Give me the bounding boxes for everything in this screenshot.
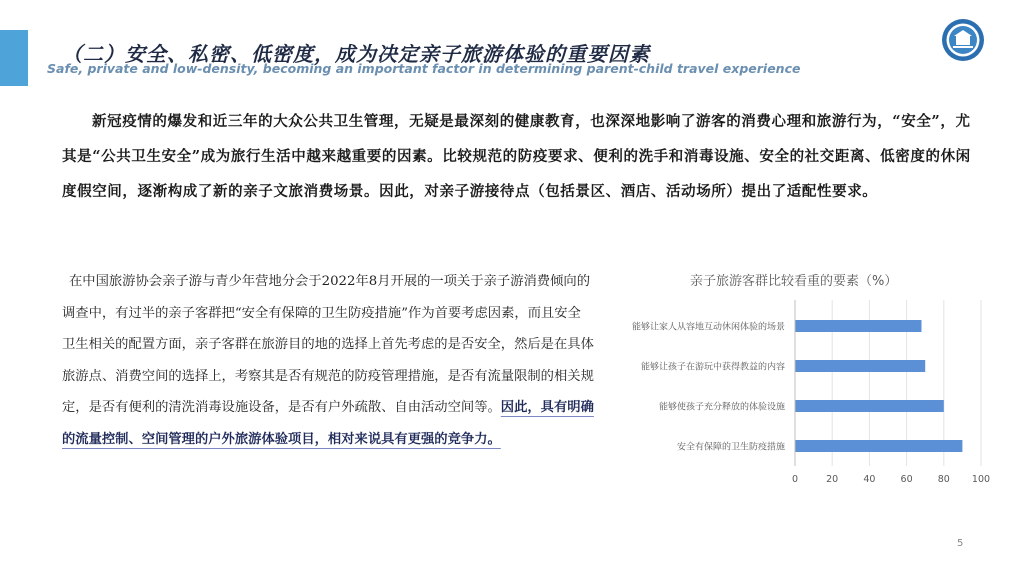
- chart-title: 亲子旅游客群比较看重的要素（%）: [690, 274, 898, 289]
- intro-paragraph: 新冠疫情的爆发和近三年的大众公共卫生管理，无疑是最深刻的健康教育，也深深地影响了游客的消费心理和旅游行为，“安全”，尤其是“公共卫生安全”成为旅行生活中越来越重要的因素。比较规范的防疫要求、便利的洗手和消毒设施、安全的社交距离、低密度的休闲度假空间，逐渐构成了新的亲子文旅消费场景。因此，对亲子游接待点（包括景区、酒店、活动场所）提出了适配性要求。: [62, 113, 971, 200]
- x-tick-label: 40: [863, 474, 876, 485]
- x-tick-label: 20: [826, 474, 839, 485]
- bar-chart: [600, 292, 1000, 492]
- page-number: 5: [957, 538, 964, 549]
- x-tick-label: 60: [900, 474, 913, 485]
- survey-text: 在中国旅游协会亲子游与青少年营地分会于2022年8月开展的一项关于亲子游消费倾向的调查中，有过半的亲子客群把“安全有保障的卫生防疫措施”作为首要考虑因素，而且安全卫生相关的配置方面，亲子客群在旅游目的地的选择上首先考虑的是否安全，然后是在具体旅游点、消费空间的选择上，考察其是否有规范的防疫管理措施，是否有流量限制的相关规定，是否有便利的清洗消毒设施设备，是否有户外疏散、自由活动空间等。: [62, 274, 594, 415]
- x-tick-label: 0: [791, 474, 799, 485]
- y-category-label: 安全有保障的卫生防疫措施: [676, 442, 785, 453]
- bar: [795, 360, 925, 372]
- y-category-label: 能够使孩子充分释放的体验设施: [658, 402, 785, 413]
- university-logo-icon: [941, 18, 985, 62]
- header-accent-bar: [0, 30, 28, 86]
- bar: [795, 400, 944, 412]
- y-category-label: 能够让孩子在游玩中获得教益的内容: [640, 362, 785, 373]
- x-tick-label: 100: [971, 474, 991, 485]
- survey-conclusion: 因此，具有明确的流量控制、空间管理的户外旅游体验项目，相对来说具有更强的竞争力。: [62, 400, 594, 447]
- x-tick-label: 80: [937, 474, 950, 485]
- survey-paragraph: [62, 266, 594, 455]
- page-subtitle: Safe, private and low-density, becoming an important factor in determining parent-child travel experience: [47, 61, 801, 76]
- page-title: （二）安全、私密、低密度，成为决定亲子旅游体验的重要因素: [62, 42, 650, 66]
- bar: [795, 440, 962, 452]
- y-category-label: 能够让家人从容地互动休闲体验的场景: [631, 322, 785, 333]
- bar: [795, 320, 921, 332]
